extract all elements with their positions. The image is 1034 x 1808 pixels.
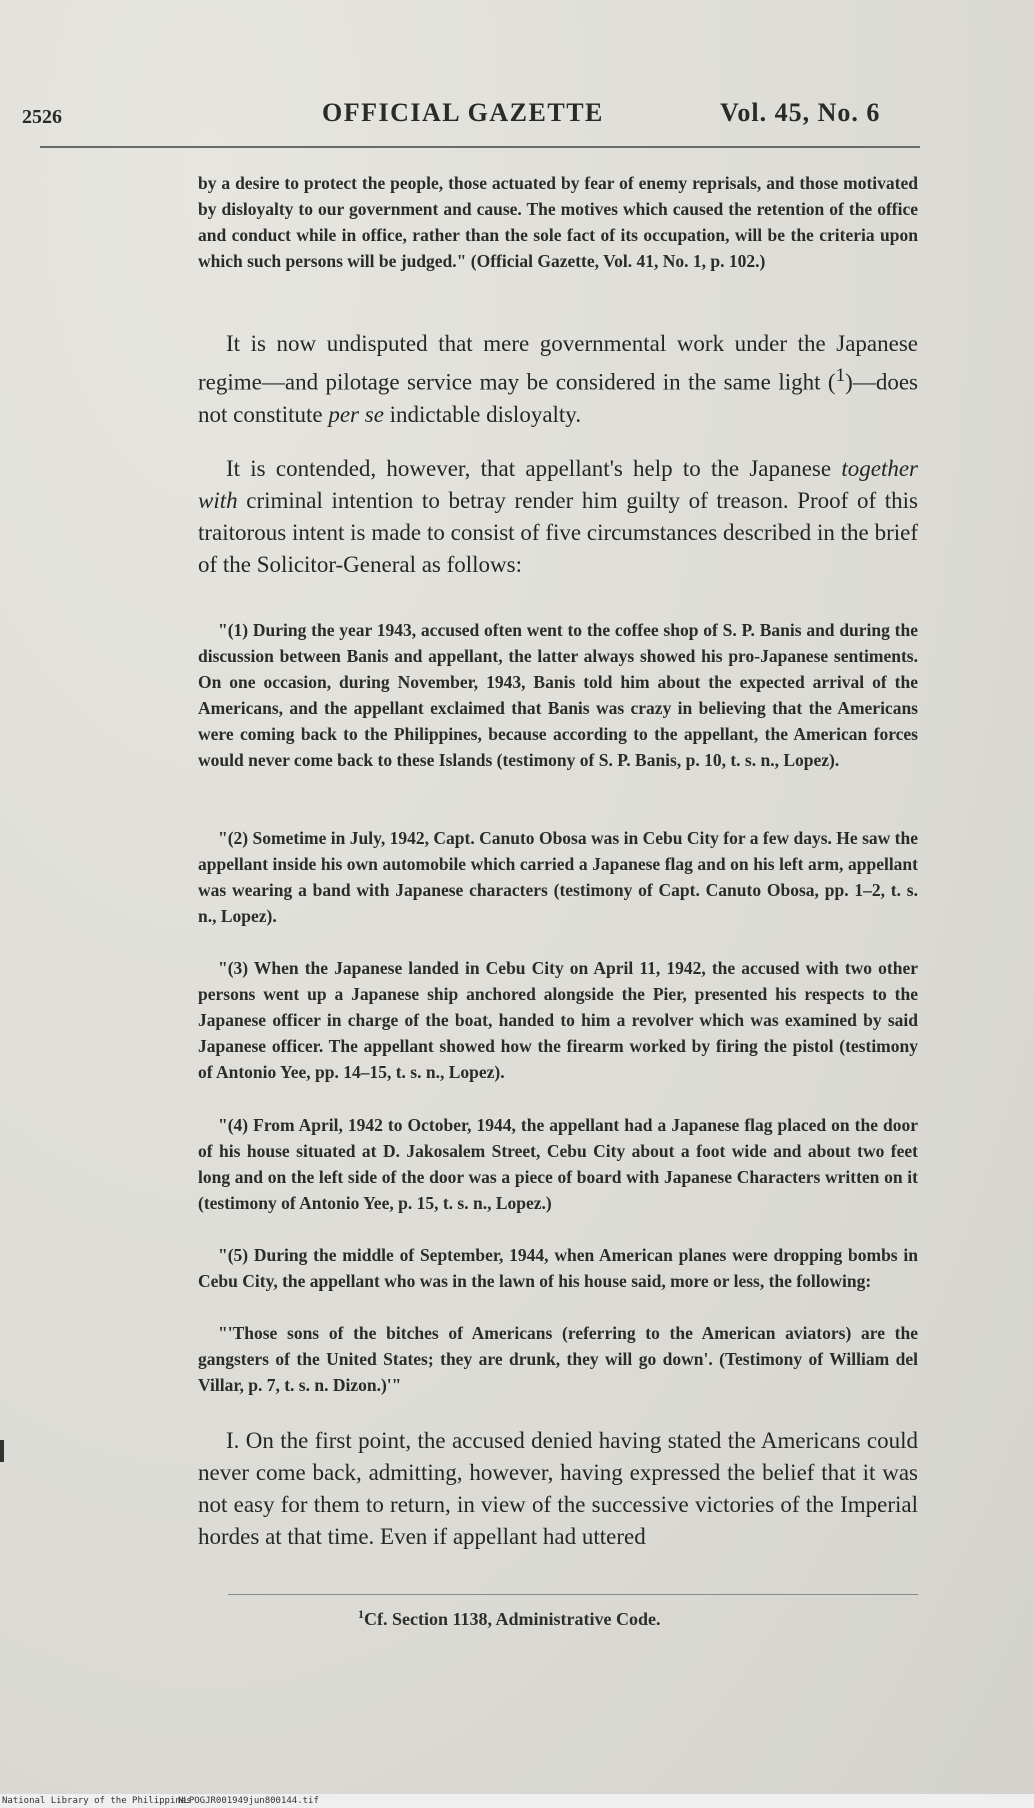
paragraph-text: It is now undisputed that mere governmental work under the Japanese regime—and pilotage service may be considered in the same light ( bbox=[198, 331, 918, 395]
scan-filename: NLPOGJR001949jun800144.tif bbox=[178, 1796, 319, 1806]
header-rule bbox=[40, 146, 920, 148]
paragraph-text: criminal intention to betray render him guilty of treason. Proof of this traitorous intent is made to consist of five circumstances described in the brief of the Solicitor-General as follows: bbox=[198, 488, 918, 577]
circumstance-item-3: "(3) When the Japanese landed in Cebu City on April 11, 1942, the accused with two other persons went up a Japanese ship anchored alongside the Pier, presented his respects to the Japanese officer in charge of the boat, handed to him a revolver which was examined by said Japanese officer. The appellant showed how the firearm worked by firing the pistol (testimony of Antonio Yee, pp. 14–15, t. s. n., Lopez). bbox=[198, 958, 918, 1082]
scan-margin-mark bbox=[0, 1440, 4, 1462]
footnote-reference: 1 bbox=[835, 365, 846, 386]
page-number: 2526 bbox=[22, 106, 62, 128]
circumstance-item-2: "(2) Sometime in July, 1942, Capt. Canuto Obosa was in Cebu City for a few days. He saw the appellant inside his own automobile which carried a Japanese flag and on his left arm, appellant was wearing a band with Japanese characters (testimony of Capt. Canuto Obosa, pp. 1–2, t. s. n., Lopez). bbox=[198, 828, 918, 926]
volume-info: Vol. 45, No. 6 bbox=[720, 98, 881, 127]
circumstance-item-4: "(4) From April, 1942 to October, 1944, the appellant had a Japanese flag placed on the door of his house situated at D. Jakosalem Street, Cebu City about a foot wide and about two feet long and on the left side of the door was a piece of board with Japanese Characters written on it (testimony of Antonio Yee, p. 15, t. s. n., Lopez.) bbox=[198, 1115, 918, 1213]
italic-term: per se bbox=[328, 401, 384, 427]
quote-intro: by a desire to protect the people, those actuated by fear of enemy reprisals, and those motivated by disloyalty to our government and cause. The motives which caused the retention of the office and conduct while in office, rather than the sole fact of its occupation, will be the criteria upon which such persons will be judged." (Official Gazette, Vol. 41, No. 1, p. 102.) bbox=[198, 173, 918, 271]
footnote-text: Cf. Section 1138, Administrative Code. bbox=[364, 1609, 661, 1629]
paragraph-text: It is contended, however, that appellant's help to the Japanese bbox=[226, 456, 842, 481]
paragraph-text: )—does not constitute bbox=[198, 369, 918, 427]
paragraph-text: indictable disloyalty. bbox=[383, 401, 582, 427]
paragraph-governmental-work bbox=[198, 328, 918, 431]
scan-info-bar bbox=[0, 1794, 1034, 1808]
publication-title: OFFICIAL GAZETTE bbox=[322, 98, 604, 127]
paragraph-contention bbox=[198, 453, 918, 581]
italic-term: together with bbox=[198, 456, 918, 513]
scan-library: National Library of the Philippines bbox=[2, 1796, 192, 1806]
circumstance-item-5: "(5) During the middle of September, 1944, when American planes were dropping bombs in Cebu City, the appellant who was in the lawn of his house said, more or less, the following: bbox=[198, 1245, 918, 1291]
footnote-marker: 1 bbox=[358, 1607, 364, 1621]
paragraph-first-point: I. On the first point, the accused denied having stated the Americans could never come back, admitting, however, having expressed the belief that it was not easy for them to return, in view of the successive victories of the Imperial hordes at that time. Even if appellant had uttered bbox=[198, 1428, 918, 1549]
circumstance-item-1: "(1) During the year 1943, accused often went to the coffee shop of S. P. Banis and during the discussion between Banis and appellant, the latter always showed his pro-Japanese sentiments. On one occasion, during November, 1943, Banis told him about the expected arrival of the Americans, and the appellant exclaimed that Banis was crazy in believing that the Americans were coming back to the Philippines, because according to the appellant, the American forces would never come back to these Islands (testimony of S. P. Banis, p. 10, t. s. n., Lopez). bbox=[198, 620, 918, 770]
footnote-rule bbox=[228, 1594, 918, 1595]
nested-quote: "'Those sons of the bitches of Americans (referring to the American aviators) are the gangsters of the United States; they are drunk, they will go down'. (Testimony of William del Villar, p. 7, t. s. n. Dizon.)'" bbox=[198, 1323, 918, 1395]
page-header bbox=[0, 98, 1034, 138]
footnote bbox=[358, 1607, 661, 1630]
